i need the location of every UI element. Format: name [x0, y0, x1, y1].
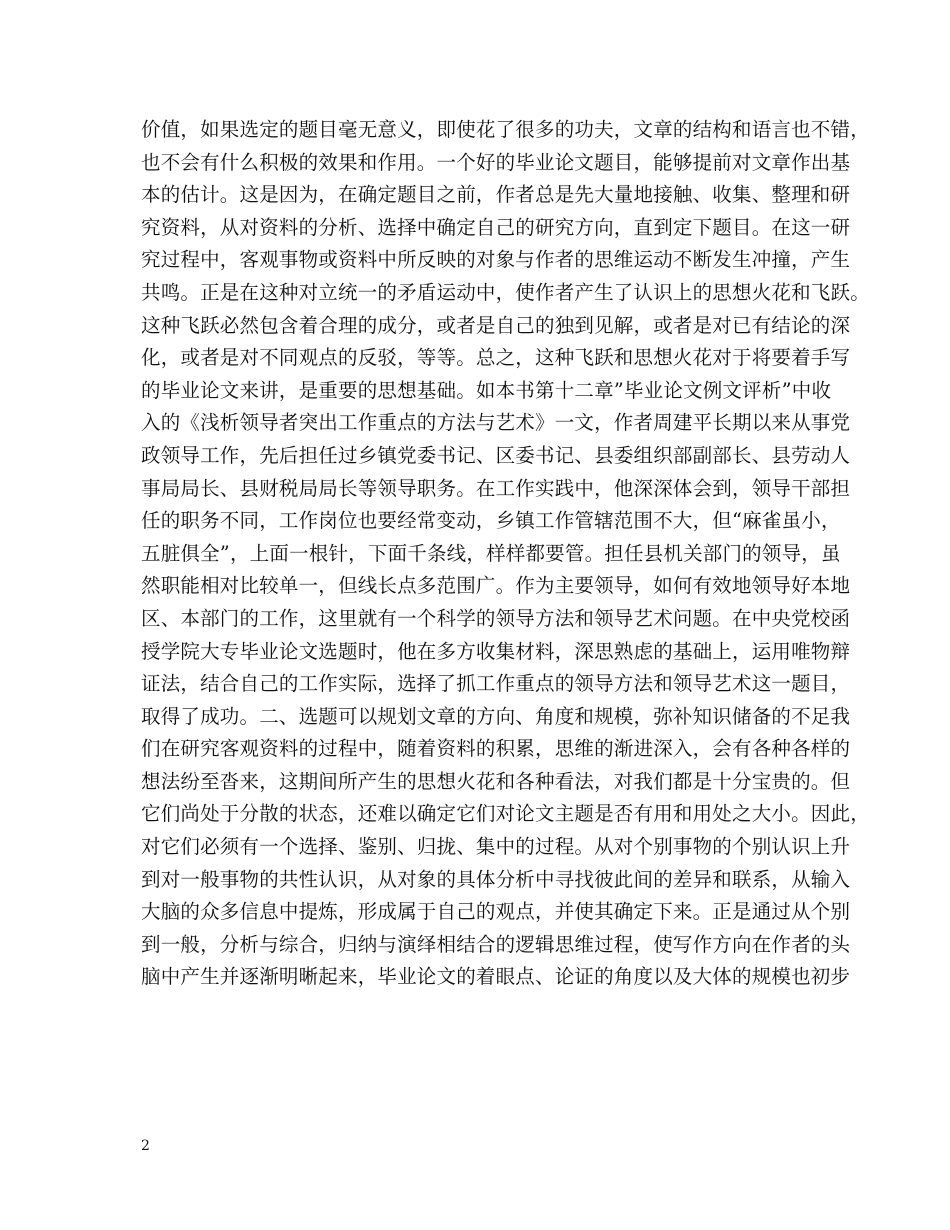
text-line: 任的职务不同，工作岗位也要经常变动，乡镇工作管辖范围不大，但“麻雀虽小， — [141, 509, 841, 533]
text-line: 共鸣。正是在这种对立统一的矛盾运动中，使作者产生了认识上的思想火花和飞跃。 — [141, 280, 870, 304]
text-line: 想法纷至沓来，这期间所产生的思想火花和各种看法，对我们都是十分宝贵的。但 — [141, 769, 851, 793]
text-line: 这种飞跃必然包含着合理的成分，或者是自己的独到见解，或者是对已有结论的深 — [141, 313, 851, 337]
text-line: 们在研究客观资料的过程中，随着资料的积累，思维的渐进深入，会有各种各样的 — [141, 737, 851, 761]
text-line: 证法，结合自己的工作实际，选择了抓工作重点的领导方法和领导艺术这一题目， — [141, 672, 851, 696]
text-line: 政领导工作，先后担任过乡镇党委书记、区委书记、县委组织部副部长、县劳动人 — [141, 443, 851, 467]
body-paragraph — [141, 114, 870, 994]
text-line: 授学院大专毕业论文选题时，他在多方收集材料，深思熟虑的基础上，运用唯物辩 — [141, 639, 851, 663]
text-line: 它们尚处于分散的状态，还难以确定它们对论文主题是否有用和用处之大小。因此， — [141, 802, 870, 826]
text-line: 然职能相对比较单一，但线长点多范围广。作为主要领导，如何有效地领导好本地 — [141, 574, 851, 598]
text-line: 事局局长、县财税局局长等领导职务。在工作实践中，他深深体会到，领导干部担 — [141, 476, 851, 500]
text-line: 脑中产生并逐渐明晰起来，毕业论文的着眼点、论证的角度以及大体的规模也初步 — [141, 965, 851, 989]
text-line: 对它们必须有一个选择、鉴别、归拢、集中的过程。从对个别事物的个别认识上升 — [141, 835, 851, 859]
text-line: 到对一般事物的共性认识，从对象的具体分析中寻找彼此间的差异和联系，从输入 — [141, 867, 851, 891]
text-line: 价值，如果选定的题目毫无意义，即使花了很多的功夫，文章的结构和语言也不错， — [141, 118, 870, 141]
page-number: 2 — [141, 1138, 150, 1154]
text-line: 到一般，分析与综合，归纳与演绎相结合的逻辑思维过程，使写作方向在作者的头 — [141, 932, 851, 956]
text-line: 化，或者是对不同观点的反驳，等等。总之，这种飞跃和思想火花对于将要着手写 — [141, 346, 851, 370]
text-line: 取得了成功。二、选题可以规划文章的方向、角度和规模，弥补知识储备的不足我 — [141, 704, 851, 728]
text-line: 也不会有什么积极的效果和作用。一个好的毕业论文题目，能够提前对文章作出基 — [141, 150, 851, 174]
text-line: 入的《浅析领导者突出工作重点的方法与艺术》一文，作者周建平长期以来从事党 — [141, 411, 851, 435]
text-line: 究资料，从对资料的分析、选择中确定自己的研究方向，直到定下题目。在这一研 — [141, 215, 851, 239]
text-line: 区、本部门的工作，这里就有一个科学的领导方法和领导艺术问题。在中央党校函 — [141, 606, 851, 630]
text-line: 大脑的众多信息中提炼，形成属于自己的观点，并使其确定下来。正是通过从个别 — [141, 900, 851, 924]
text-line: 究过程中，客观事物或资料中所反映的对象与作者的思维运动不断发生冲撞，产生 — [141, 248, 851, 272]
text-line: 的毕业论文来讲，是重要的思想基础。如本书第十二章”毕业论文例文评析”中收 — [141, 378, 832, 402]
text-line: 本的估计。这是因为，在确定题目之前，作者总是先大量地接触、收集、整理和研 — [141, 183, 851, 207]
text-line: 五脏俱全”，上面一根针，下面千条线，样样都要管。担任县机关部门的领导，虽 — [141, 541, 841, 565]
